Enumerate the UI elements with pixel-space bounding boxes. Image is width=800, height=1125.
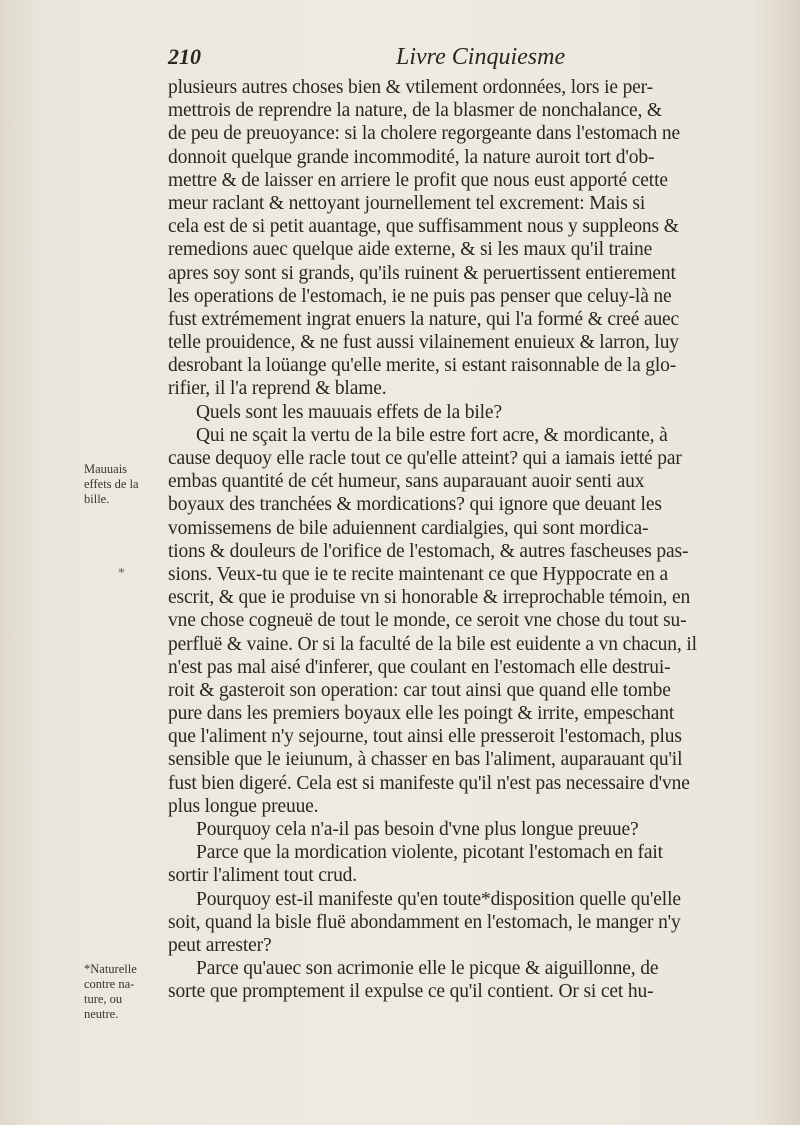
text-line: peut arrester?	[168, 934, 272, 956]
text-line: Parce que la mordication violente, picotant l'estomach en fait	[196, 842, 663, 864]
text-line: plusieurs autres choses bien & vtilement ordonnées, lors ie per-	[168, 77, 653, 98]
text-line: sorte que promptement il expulse ce qu'il contient. Or si cet hu-	[168, 981, 654, 1003]
margin-note-line: neutre.	[84, 1007, 119, 1021]
text-line: boyaux des tranchées & mordications? qui ignore que deuant les	[168, 494, 662, 516]
text-line: mettre & de laisser en arriere le profit que nous eust apporté cette	[168, 169, 668, 191]
text-line: remedions auec quelque aide externe, & si les maux qu'il traine	[168, 239, 653, 261]
text-line: telle prouidence, & ne fust aussi vilainement enuieux & larron, luy	[168, 332, 679, 354]
text-line: de peu de preuoyance: si la cholere regorgeante dans l'estomach ne	[168, 123, 680, 145]
text-line: plus longue preuue.	[168, 795, 319, 817]
text-line: Qui ne sçait la vertu de la bile estre fort acre, & mordicante, à	[196, 424, 668, 446]
text-line: tions & douleurs de l'orifice de l'estomach, & autres fascheuses pas-	[168, 540, 689, 562]
text-line: cause dequoy elle racle tout ce qu'elle atteint? qui a iamais ietté par	[168, 448, 682, 469]
margin-note-line: bille.	[84, 492, 110, 506]
question-line: Quels sont les mauuais effets de la bile?	[196, 401, 502, 423]
text-line: mettrois de reprendre la nature, de la blasmer de nonchalance, &	[168, 100, 662, 122]
text-line: roit & gasteroit son operation: car tout ainsi que quand elle tombe	[168, 679, 671, 701]
question-line: Pourquoy est-il manifeste qu'en toute*disposition quelle qu'elle	[196, 888, 681, 910]
margin-note-line: *Naturelle	[84, 962, 137, 976]
text-line: donnoit quelque grande incommodité, la nature auroit tort d'ob-	[168, 146, 655, 168]
text-line: sortir l'aliment tout crud.	[168, 865, 358, 887]
text-line: meur raclant & nettoyant journellement tel excrement: Mais si	[168, 192, 646, 214]
text-line: pure dans les premiers boyaux elle les poingt & irrite, empeschant	[168, 703, 675, 725]
text-line: rifier, il l'a reprend & blame.	[168, 378, 387, 400]
text-line: escrit, & que ie produise vn si honorable & irreprochable témoin, en	[168, 587, 691, 609]
text-line: desrobant la loüange qu'elle merite, si estant raisonnable de la glo-	[168, 355, 677, 377]
text-line: soit, quand la bisle fluë abondamment en l'estomach, le manger n'y	[168, 911, 681, 933]
text-line: embas quantité de cét humeur, sans auparauant auoir senti aux	[168, 471, 645, 493]
text-line: vomissemens de bile aduiennent cardialgies, qui sont mordica-	[168, 517, 649, 539]
margin-note-naturelle	[84, 962, 168, 1022]
margin-note-bile-effects	[84, 462, 168, 507]
text-line: fust extrémement ingrat enuers la nature, qui l'a formé & creé auec	[168, 308, 680, 330]
margin-note-line: Mauuais	[84, 462, 128, 476]
text-line: sions. Veux-tu que ie te recite maintenant ce que Hyppocrate en a	[168, 563, 668, 585]
text-line: fust bien digeré. Cela est si manifeste qu'il n'est pas necessaire d'vne	[168, 772, 690, 794]
running-title: Livre Cinquiesme	[396, 44, 566, 70]
margin-note-line: effets de la	[84, 477, 139, 491]
body-text	[168, 76, 790, 1004]
text-line: apres soy sont si grands, qu'ils ruinent & peruertissent entierement	[168, 262, 676, 284]
text-line: que l'aliment n'y sejourne, tout ainsi elle presseroit l'estomach, plus	[168, 726, 682, 748]
margin-mark: *	[118, 566, 125, 581]
page-header	[168, 44, 728, 74]
text-line: perfluë & vaine. Or si la faculté de la bile est euidente a vn chacun, il	[168, 633, 697, 655]
text-line: les operations de l'estomach, ie ne puis pas penser que celuy-là ne	[168, 285, 672, 307]
text-line: Parce qu'auec son acrimonie elle le picque & aiguillonne, de	[196, 958, 659, 980]
margin-note-line: contre na-	[84, 977, 135, 991]
page-number: 210	[168, 44, 201, 69]
text-line: vne chose cogneuë de tout le monde, ce seroit vne chose du tout su-	[168, 610, 687, 632]
text-line: cela est de si petit auantage, que suffisamment nous y suppleons &	[168, 216, 679, 238]
text-line: n'est pas mal aisé d'inferer, que coulant en l'estomach elle destrui-	[168, 656, 671, 678]
margin-note-line: ture, ou	[84, 992, 123, 1006]
text-line: sensible que le ieiunum, à chasser en bas l'aliment, auparauant qu'il	[168, 749, 683, 771]
question-line: Pourquoy cela n'a-il pas besoin d'vne plus longue preuue?	[196, 819, 639, 840]
